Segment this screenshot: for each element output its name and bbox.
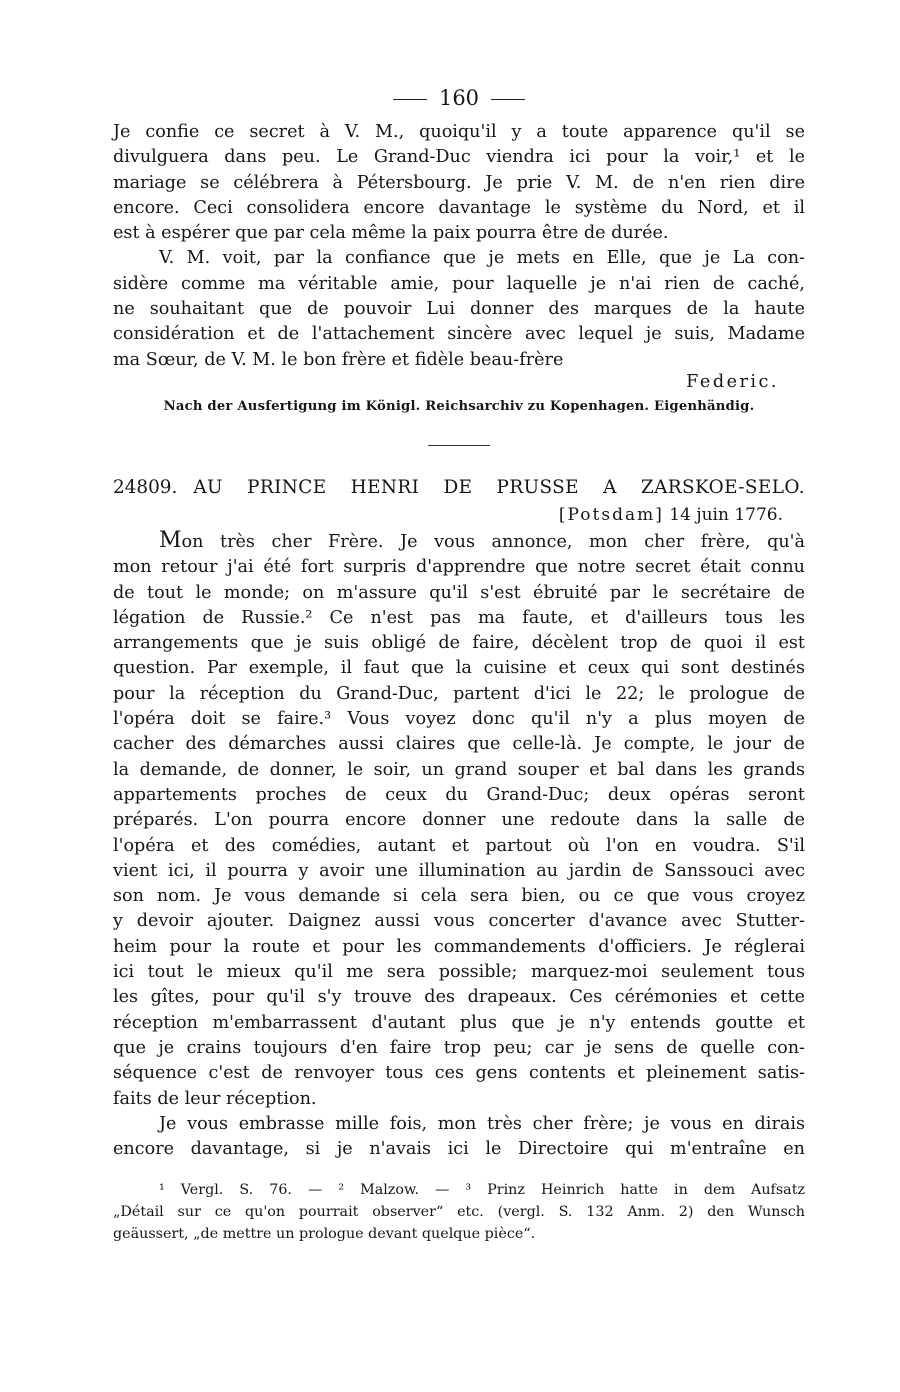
letter-paragraph-2 <box>113 1112 805 1163</box>
footnote-line: „Détail sur ce qu'on pourrait observer“ etc. (vergl. S. 132 Anm. 2) den Wunsch <box>113 1204 805 1221</box>
text-line: Je vous embrasse mille fois, mon très cher frère; je vous en dirais <box>159 1113 805 1134</box>
letter-title: AU PRINCE HENRI DE PRUSSE A ZARSKOE-SELO. <box>193 476 805 498</box>
section-separator <box>428 445 490 446</box>
text-line: séquence c'est de renvoyer tous ces gens contents et pleinement satis- <box>113 1063 805 1084</box>
text-line: considération et de l'attachement sincère avec lequel je suis, Madame <box>113 324 805 345</box>
page-number: 160 <box>438 86 480 110</box>
text-line: ma Sœur, de V. M. le bon frère et fidèle beau-frère <box>113 349 564 370</box>
text-line: sidère comme ma véritable amie, pour laquelle je n'ai rien de caché, <box>113 273 805 294</box>
text-line: préparés. L'on pourra encore donner une redoute dans la salle de <box>113 810 805 831</box>
text-line: son nom. Je vous demande si cela sera bien, ou ce que vous croyez <box>113 886 805 907</box>
text-line: de tout le monde; on m'assure qu'il s'est ébruité par le secrétaire de <box>113 582 805 603</box>
text-line: faits de leur réception. <box>113 1088 317 1109</box>
left-dash <box>393 99 427 100</box>
text-line: y devoir ajouter. Daignez aussi vous concerter d'avance avec Stutter- <box>113 911 805 932</box>
right-dash <box>491 99 525 100</box>
text-line: V. M. voit, par la confiance que je mets en Elle, que je La con- <box>159 248 805 269</box>
continued-letter <box>113 120 805 393</box>
text-line: Je confie ce secret à V. M., quoiqu'il y a toute apparence qu'il se <box>113 122 805 142</box>
text-line: pour la réception du Grand-Duc, partent d'ici le 22; le prologue de <box>113 683 805 704</box>
text-line: les gîtes, pour qu'il s'y trouve des drapeaux. Ces cérémonies et cette <box>113 987 805 1008</box>
letter-dateline <box>113 502 805 528</box>
letter-body <box>113 528 805 1162</box>
text-line: vient ici, il pourra y avoir une illumination au jardin de Sanssouci avec <box>113 860 805 881</box>
text-line: que je crains toujours d'en faire trop peu; car je sens de quelle con- <box>113 1037 805 1058</box>
text-line: est à espérer que par cela même la paix pourra être de durée. <box>113 223 669 244</box>
text-line: l'opéra et des comédies, autant et partout où l'on en voudra. S'il <box>113 835 805 856</box>
page-number-header <box>113 80 805 116</box>
text-line: encore davantage, si je n'avais ici le Directoire qui m'entraîne en <box>113 1139 805 1160</box>
letter-heading <box>113 474 805 502</box>
book-page <box>113 80 805 1245</box>
text-line: question. Par exemple, il faut que la cuisine et ceux qui sont destinés <box>113 658 805 679</box>
letter-place: [Potsdam] <box>558 504 664 525</box>
footnote-line: geäussert, „de mettre un prologue devant quelque pièce“. <box>113 1226 536 1243</box>
text-line: mon retour j'ai été fort surpris d'apprendre que notre secret était connu <box>113 557 805 578</box>
text-line: ici tout le mieux qu'il me sera possible; marquez-moi seulement tous <box>113 962 805 983</box>
text-line: l'opéra doit se faire.³ Vous voyez donc qu'il n'y a plus moyen de <box>113 709 805 730</box>
text-line: réception m'embarrassent d'autant plus que je n'y entends goutte et <box>113 1012 805 1033</box>
text-line: arrangements que je suis obligé de faire, décèlent trop de quoi il est <box>113 633 805 654</box>
letter-date: 14 juin 1776. <box>669 504 783 525</box>
text-line: heim pour la route et pour les commandements d'officiers. Je réglerai <box>113 936 805 957</box>
text-line: encore. Ceci consolidera encore davantage le système du Nord, et il <box>113 197 805 218</box>
signature: Federic. <box>686 371 779 392</box>
text-line: légation de Russie.² Ce n'est pas ma faute, et d'ailleurs tous les <box>113 607 805 628</box>
continued-paragraph-1 <box>113 120 805 246</box>
text-line <box>113 528 805 555</box>
salutation-initial: M <box>159 527 182 553</box>
text-line: cacher des démarches aussi claires que celle-là. Je compte, le jour de <box>113 734 805 755</box>
text-line: appartements proches de ceux du Grand-Duc; deux opéras seront <box>113 784 805 805</box>
continued-paragraph-2 <box>113 246 805 372</box>
text-line: la demande, de donner, le soir, un grand souper et bal dans les grands <box>113 759 805 780</box>
letter-paragraph-1 <box>113 528 805 1112</box>
footnotes <box>113 1179 805 1245</box>
text-line: ne souhaitant que de pouvoir Lui donner des marques de la haute <box>113 299 805 320</box>
text-line: mariage se célébrera à Pétersbourg. Je prie V. M. de n'en rien dire <box>113 172 805 193</box>
salutation-line: on très cher Frère. Je vous annonce, mon cher frère, qu'à <box>181 531 805 552</box>
letter-number: 24809. <box>113 476 178 498</box>
text-line: divulguera dans peu. Le Grand-Duc viendra ici pour la voir,¹ et le <box>113 147 805 168</box>
footnote-line: ¹ Vergl. S. 76. — ² Malzow. — ³ Prinz Heinrich hatte in dem Aufsatz <box>159 1182 805 1199</box>
source-note: Nach der Ausfertigung im Königl. Reichsarchiv zu Kopenhagen. Eigenhändig. <box>163 398 755 414</box>
